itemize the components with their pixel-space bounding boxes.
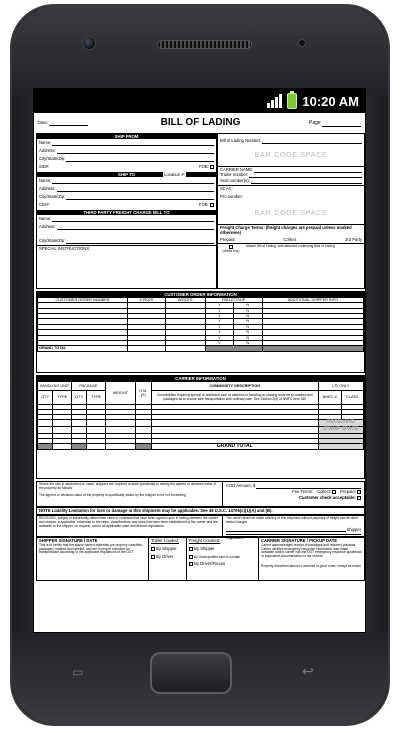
- ship-to-header: SHIP TO Location #:: [37, 172, 216, 177]
- scac-field[interactable]: SCAC:: [218, 185, 364, 194]
- status-time: 10:20 AM: [302, 93, 359, 109]
- shipper-signature-box[interactable]: [37, 538, 149, 580]
- battery-icon: [287, 93, 297, 109]
- no-cell[interactable]: N: [233, 335, 262, 340]
- trailer-by-shipper[interactable]: By Shipper: [151, 547, 184, 552]
- back-key-icon[interactable]: ↩: [302, 663, 314, 679]
- left-address-block: [36, 133, 217, 289]
- trailer-number-field[interactable]: Trailer number:: [220, 173, 362, 178]
- fee-prepaid-checkbox[interactable]: [357, 490, 361, 494]
- no-cell[interactable]: N: [233, 319, 262, 324]
- grand-total-row: [38, 346, 364, 351]
- counted-by-driver-pieces[interactable]: By Driver/Pieces: [189, 562, 256, 567]
- liability-note: NOTE Liability Limitation for loss or damage in this shipment may be applicable. See 49 U.S.C. 14706(c)(1)(A) and (B).: [36, 507, 365, 515]
- handling-unit-header: HANDLING UNIT: [38, 382, 72, 391]
- status-bar: [34, 89, 365, 113]
- counted-by-driver-pieces-checkbox[interactable]: [189, 562, 193, 566]
- no-cell[interactable]: N: [233, 303, 262, 308]
- pro-number-field[interactable]: Pro number:: [220, 194, 244, 199]
- freight-charge-terms: Freight Charge Terms: (freight charges are prepaid unless marked otherwise): [220, 225, 352, 235]
- freight-counted-label: Freight Counted:: [189, 538, 221, 543]
- carrier-info-section: [36, 375, 365, 479]
- handling-type-header: TYPE: [53, 391, 71, 405]
- yes-cell[interactable]: Y: [206, 335, 234, 340]
- trailer-loaded-label: Trailer Loaded:: [151, 538, 180, 543]
- yes-cell[interactable]: Y: [206, 319, 234, 324]
- col-order-number: CUSTOMER ORDER NUMBER: [38, 298, 128, 303]
- weight-header: WEIGHT: [105, 382, 135, 405]
- carrier-signature-title: CARRIER SIGNATURE / PICKUP DATE: [261, 538, 338, 543]
- grand-total-label: GRAND TOTAL: [38, 346, 128, 351]
- check-box-label: (check box): [222, 249, 240, 254]
- receiving-stamp-label: RECEIVING: [318, 420, 363, 427]
- carrier-signature-box[interactable]: [259, 538, 364, 580]
- trailer-by-driver-checkbox[interactable]: [151, 555, 155, 559]
- ship-from-fob-checkbox[interactable]: [210, 165, 214, 169]
- no-cell[interactable]: N: [233, 324, 262, 329]
- ship-from-address[interactable]: Address:: [39, 146, 214, 154]
- date-field[interactable]: Date:: [38, 121, 88, 126]
- hm-header: H.M. (X): [135, 382, 151, 405]
- cod-amount-field[interactable]: COD Amount: $: [226, 483, 361, 489]
- received-good-order-note: Property described above is received in good order, except as noted.: [261, 563, 362, 568]
- table-row[interactable]: [38, 426, 364, 433]
- seal-number-field[interactable]: Seal number(s):: [220, 178, 362, 184]
- fee-terms-label: Fee Terms:: [292, 489, 314, 495]
- yes-cell[interactable]: Y: [206, 308, 234, 313]
- third-party-name[interactable]: Name:: [39, 216, 214, 222]
- phone-top-bezel: [12, 6, 388, 96]
- collect-option[interactable]: Collect: [283, 236, 297, 242]
- carrier-name-field[interactable]: CARRIER NAME:: [220, 168, 362, 173]
- ltl-only-header: LTL ONLY: [318, 382, 363, 391]
- page-field[interactable]: Page: [309, 121, 361, 127]
- ship-from-name[interactable]: Name:: [39, 140, 214, 146]
- yes-cell[interactable]: Y: [206, 340, 234, 345]
- fee-prepaid[interactable]: Prepaid:: [340, 490, 361, 495]
- carrier-grand-total-label: GRAND TOTAL: [151, 443, 318, 450]
- earpiece-speaker: [157, 40, 252, 49]
- package-qty-header: QTY: [71, 391, 86, 405]
- yes-cell[interactable]: Y: [206, 330, 234, 335]
- carrier-info-table: [37, 381, 364, 450]
- carrier-acknowledge-note: Carrier acknowledges receipt of packages and required placards. Carrier certifies emergency response information was made available and/or carrier has the DOT emergency response guidebook or equivalent documentation in the vehicle.: [261, 542, 362, 559]
- fee-collect[interactable]: Collect:: [317, 490, 336, 495]
- ship-to-fob-checkbox[interactable]: [210, 203, 214, 207]
- table-row[interactable]: [38, 420, 364, 427]
- fee-collect-checkbox[interactable]: [332, 490, 336, 494]
- no-cell[interactable]: N: [233, 340, 262, 345]
- prepaid-option[interactable]: Prepaid: [220, 236, 235, 242]
- ship-from-city[interactable]: City/State/Zip:: [39, 154, 214, 162]
- counted-by-shipper-checkbox[interactable]: [189, 547, 193, 551]
- package-header: PACKAGE: [71, 382, 105, 391]
- yes-cell[interactable]: Y: [206, 303, 234, 308]
- shipper-certify-note: This is to certify that the above named materials are properly classified, packaged, marked and labeled, and are in proper condition for transportation according to the applicable regulations of the DOT.: [39, 542, 143, 555]
- commodity-header: COMMODITY DESCRIPTION: [151, 382, 318, 391]
- bill-of-lading-document: [34, 113, 365, 633]
- third-party-option[interactable]: 3rd Party: [345, 236, 362, 242]
- document-title: BILL OF LADING: [160, 117, 241, 128]
- shipper-signature-title: SHIPPER SIGNATURE / DATE: [39, 538, 98, 543]
- counted-by-shipper[interactable]: By Shipper: [189, 547, 256, 552]
- no-cell[interactable]: N: [233, 330, 262, 335]
- front-camera: [82, 36, 96, 50]
- master-bol-label: Master Bill of Lading: with attached underlying Bills of Lading: [246, 244, 335, 249]
- no-cell[interactable]: N: [233, 308, 262, 313]
- counted-by-driver-pallets-checkbox[interactable]: [189, 555, 193, 559]
- ship-to-address[interactable]: Address:: [39, 184, 214, 192]
- stamp-space-label: STAMP SPACE: [318, 426, 363, 433]
- declared-value-statement: The agreed or declared value of the property is specifically stated by the shipper to be not exceeding: [39, 492, 186, 497]
- trailer-by-driver[interactable]: By Driver: [151, 555, 184, 560]
- class-header: CLASS: [341, 391, 363, 405]
- no-delivery-note: The carrier shall not make delivery of this shipment without payment of freight and all other lawful charges.: [226, 516, 359, 524]
- package-type-header: TYPE: [87, 391, 105, 405]
- commodity-note: Commodities requiring special or additional care or attention in handling or stowing must be so marked and packaged as to ensure safe transportation with ordinary care. See Section 2(e) of NMFC Item 360: [151, 391, 318, 405]
- customer-order-table: [37, 297, 364, 352]
- ship-to-city[interactable]: City/State/Zip:: [39, 192, 214, 200]
- shipper-signature-line[interactable]: Shipper: [226, 528, 361, 533]
- signature-footer: [36, 537, 365, 581]
- ship-to-fob[interactable]: FOB:: [199, 203, 214, 208]
- handling-qty-header: QTY: [38, 391, 53, 405]
- ship-to-location: Location #:: [163, 172, 185, 177]
- customer-order-section: [36, 291, 365, 373]
- col-pkgs: # PKGS: [128, 298, 166, 303]
- cod-section: [36, 481, 365, 507]
- nmfc-header: NMFC #: [318, 391, 341, 405]
- col-additional-info: ADDITIONAL SHIPPER INFO: [262, 298, 363, 303]
- ship-from-sid: SID#:: [39, 164, 50, 170]
- proximity-sensor: [298, 39, 306, 47]
- yes-cell[interactable]: Y: [206, 314, 234, 319]
- trailer-by-shipper-checkbox[interactable]: [151, 547, 155, 551]
- ship-to-name[interactable]: Name:: [39, 178, 214, 184]
- carrier-grand-total-row: [38, 443, 364, 450]
- declared-value-note: Where the rate is dependent on value, shippers are required to state specifically in writing the agreed or declared value of the property as follows:: [39, 482, 217, 490]
- barcode-space-2: BAR CODE SPACE: [254, 208, 328, 217]
- col-weight: WEIGHT: [166, 298, 206, 303]
- yes-cell[interactable]: Y: [206, 324, 234, 329]
- bol-number-field[interactable]: Bill of Lading Number:: [218, 134, 364, 144]
- ship-from-fob[interactable]: FOB:: [199, 165, 214, 170]
- third-party-city[interactable]: City/State/Zip:: [39, 230, 214, 244]
- received-note: RECEIVED, subject to individually determined rates or contracts that have been agreed upon in writing between the carrier and shipper, if applicable, otherwise to the rates, classifications and rules that have been established by the carrier and are available to the shipper, on request, and to all applicable state and federal regulations.: [37, 516, 223, 536]
- customer-check-checkbox[interactable]: [357, 496, 361, 500]
- special-instructions[interactable]: SPECIAL INSTRUCTIONS:: [37, 245, 216, 253]
- third-party-header: THIRD PARTY FREIGHT CHARGE BILL TO: [37, 210, 216, 215]
- ship-from-header: SHIP FROM: [37, 134, 216, 139]
- carrier-info-header: CARRIER INFORMATION: [37, 376, 364, 381]
- phone-screen: [33, 88, 366, 633]
- counted-by-driver-pallets[interactable]: By Driver/pallets said to contain: [189, 555, 256, 560]
- customer-order-header: CUSTOMER ORDER INFORMATION: [37, 292, 364, 297]
- customer-check[interactable]: Customer check acceptable:: [226, 496, 361, 503]
- col-pallet-slip: PALLET/SLIP: [206, 298, 263, 303]
- right-carrier-block: [217, 133, 365, 289]
- ship-to-cid: CID#:: [39, 202, 50, 208]
- menu-key-icon[interactable]: ▭: [72, 665, 84, 679]
- third-party-address[interactable]: Address:: [39, 222, 214, 230]
- signature-label: Signature: [226, 534, 361, 541]
- signal-icon: [267, 94, 282, 108]
- no-cell[interactable]: N: [233, 314, 262, 319]
- home-button[interactable]: [150, 652, 232, 694]
- barcode-space-1: BAR CODE SPACE: [254, 150, 328, 159]
